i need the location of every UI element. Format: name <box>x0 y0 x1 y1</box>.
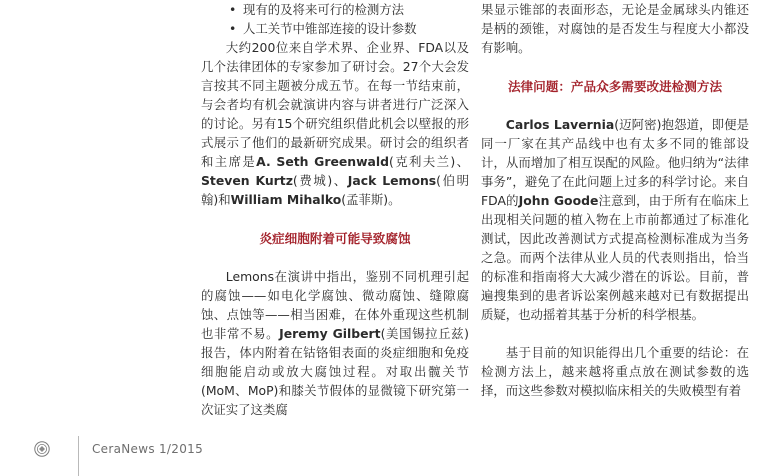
publication-issue: CeraNews 1/2015 <box>92 442 204 456</box>
person-name: Carlos Lavernia <box>505 117 615 132</box>
person-name: Jack Lemons <box>347 173 437 188</box>
paragraph-text: (克利夫兰)、 <box>389 154 470 169</box>
section-heading-legal: 法律问题：产品众多需要改进检测方法 <box>507 79 723 94</box>
person-name: A. Seth Greenwald <box>256 154 390 169</box>
continued-paragraph: 果显示锥部的表面形态，无论是金属球头内锥还是柄的颈锥，对腐蚀的是否发生与程度大小都没有影响。 <box>481 2 749 55</box>
paragraph-text: (孟菲斯)。 <box>341 192 401 207</box>
bullet-text: 现有的及将来可行的检测方法 <box>243 2 405 17</box>
bullet-item <box>201 19 469 38</box>
paragraph-text: 大约200位来自学术界、企业界、FDA以及几个法律团体的专家参加了研讨会。27个大会发言按其不同主题被分成五节。在每一节结束前，与会者均有机会就演讲内容与讲者进行广泛深入的讨论。另有15个研究组织借此机会以壁报的形式展示了他们的最新研究成果。研讨会的组织者和主席是 <box>201 40 469 169</box>
person-name: Steven Kurtz <box>201 173 293 188</box>
bullet-text: 人工关节中锥部连接的设计参数 <box>243 21 417 36</box>
page-footer <box>20 428 780 473</box>
corrosion-paragraph <box>201 267 469 419</box>
ceramtec-emblem-icon <box>34 441 50 457</box>
person-name: Jeremy Gilbert <box>279 326 381 341</box>
person-name: William Mihalko <box>230 192 342 207</box>
legal-paragraph <box>481 115 749 324</box>
person-name: John Goode <box>518 193 599 208</box>
right-column <box>481 0 749 400</box>
paragraph-text: (迈阿密)抱怨道，即便是同一厂家在其产品线中也有太多不同的锥部设计，从而增加了相互误配的风险。他归纳为“法律事务”，避免了在此问题上过多的科学讨论。来自FDA的 <box>481 117 749 208</box>
bullet-item <box>201 0 469 19</box>
paragraph-text: (费城)、 <box>292 173 348 188</box>
paragraph-text: (伯明翰)和 <box>201 173 469 207</box>
left-column <box>201 0 469 419</box>
bullet-dot-icon: • <box>229 21 237 36</box>
paragraph-text: (美国锡拉丘兹)报告，体内附着在钴铬钼表面的炎症细胞和免疫细胞能启动或放大腐蚀过程。对取出髋关节(MoM、MoP)和膝关节假体的显微镜下研究第一次证实了这类腐 <box>201 326 470 417</box>
paragraph-text: Lemons在演讲中指出，鉴别不同机理引起的腐蚀——如电化学腐蚀、微动腐蚀、缝隙腐蚀、点蚀等——相当困难，在体外重现这些机制也非常不易。 <box>201 269 469 341</box>
intro-paragraph <box>201 38 469 209</box>
section-heading-corrosion: 炎症细胞附着可能导致腐蚀 <box>259 231 411 246</box>
bullet-dot-icon: • <box>229 2 237 17</box>
conclusion-paragraph: 基于目前的知识能得出几个重要的结论：在检测方法上，越来越将重点放在测试参数的选择，而这些参数对模拟临床相关的失败模型有着 <box>481 345 749 398</box>
footer-divider <box>78 436 79 476</box>
paragraph-text: 注意到，由于所有在临床上出现相关问题的植入物在上市前都通过了标准化测试，因此改善测试方式提高检测标准成为当务之急。而两个法律从业人员的代表则指出，恰当的标准和指南将大大减少潜在的诉讼。目前，普遍搜集到的患者诉讼案例越来越对已有数据提出质疑，也动摇着其基于分析的科学根基。 <box>481 193 749 322</box>
